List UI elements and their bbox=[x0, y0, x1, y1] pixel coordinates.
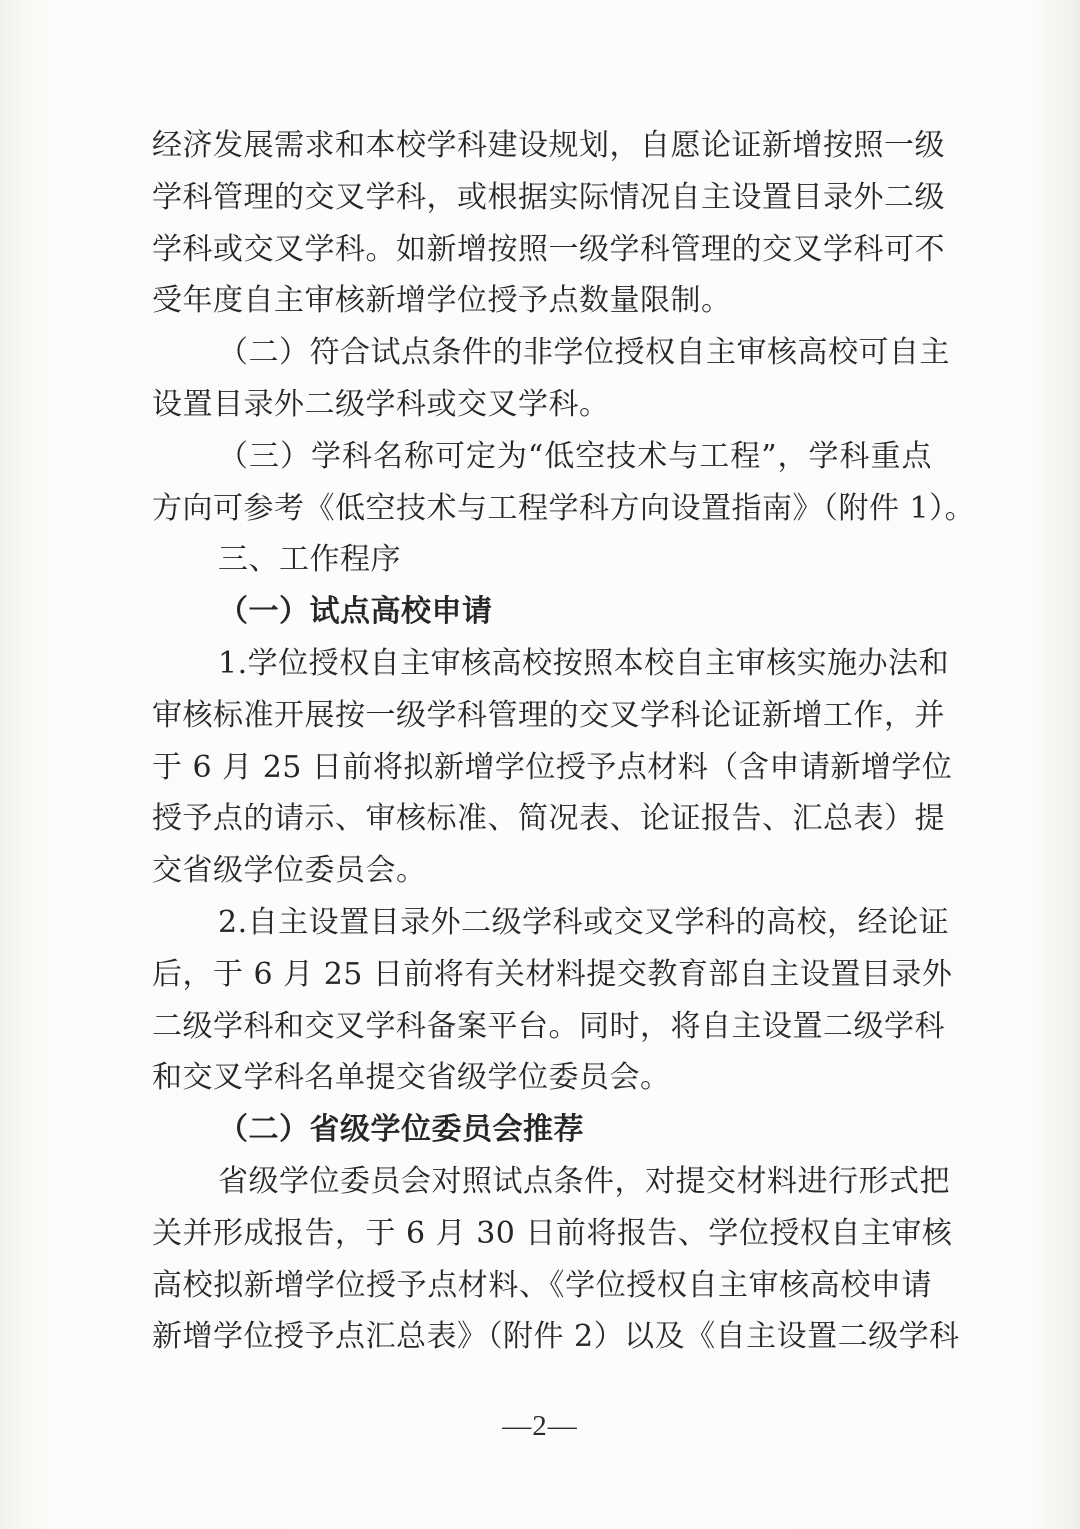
text-line: （三）学科名称可定为“低空技术与工程”，学科重点 bbox=[218, 438, 932, 474]
text-line: 经济发展需求和本校学科建设规划，自愿论证新增按照一级 bbox=[152, 128, 945, 163]
text-line: 新增学位授予点汇总表》（附件 2）以及《自主设置二级学科 bbox=[152, 1319, 960, 1355]
text-line: 二级学科和交叉学科备案平台。同时，将自主设置二级学科 bbox=[152, 1008, 945, 1044]
text-line: 设置目录外二级学科或交叉学科。 bbox=[152, 386, 610, 422]
text-line: 交省级学位委员会。 bbox=[152, 853, 427, 889]
text-line: 授予点的请示、审核标准、简况表、论证报告、汇总表）提 bbox=[152, 801, 945, 837]
page-number: —2— bbox=[502, 1410, 578, 1442]
subsection-heading: （一）试点高校申请 bbox=[218, 594, 493, 630]
text-line: 高校拟新增学位授予点材料、《学位授权自主审核高校申请 bbox=[152, 1267, 932, 1303]
text-line: 学科管理的交叉学科，或根据实际情况自主设置目录外二级 bbox=[152, 179, 945, 215]
text-line: 关并形成报告，于 6 月 30 日前将报告、学位授权自主审核 bbox=[152, 1215, 953, 1251]
text-line: 学科或交叉学科。如新增按照一级学科管理的交叉学科可不 bbox=[152, 231, 945, 267]
text-line: 2.自主设置目录外二级学科或交叉学科的高校，经论证 bbox=[218, 904, 950, 940]
text-line: 1.学位授权自主审核高校按照本校自主审核实施办法和 bbox=[218, 645, 950, 681]
text-line: （二）符合试点条件的非学位授权自主审核高校可自主 bbox=[218, 335, 950, 371]
text-line: 方向可参考《低空技术与工程学科方向设置指南》（附件 1）。 bbox=[152, 490, 976, 526]
text-line: 于 6 月 25 日前将拟新增学位授予点材料（含申请新增学位 bbox=[152, 749, 953, 785]
text-line: 省级学位委员会对照试点条件，对提交材料进行形式把 bbox=[218, 1163, 950, 1199]
text-line: 受年度自主审核新增学位授予点数量限制。 bbox=[152, 283, 732, 319]
text-line: 后，于 6 月 25 日前将有关材料提交教育部自主设置目录外 bbox=[152, 956, 953, 992]
subsection-heading: （二）省级学位委员会推荐 bbox=[218, 1112, 584, 1148]
text-line: 和交叉学科名单提交省级学位委员会。 bbox=[152, 1060, 671, 1096]
section-heading: 三、工作程序 bbox=[218, 542, 401, 578]
body-text bbox=[152, 120, 976, 1363]
text-line: 审核标准开展按一级学科管理的交叉学科论证新增工作，并 bbox=[152, 697, 945, 733]
